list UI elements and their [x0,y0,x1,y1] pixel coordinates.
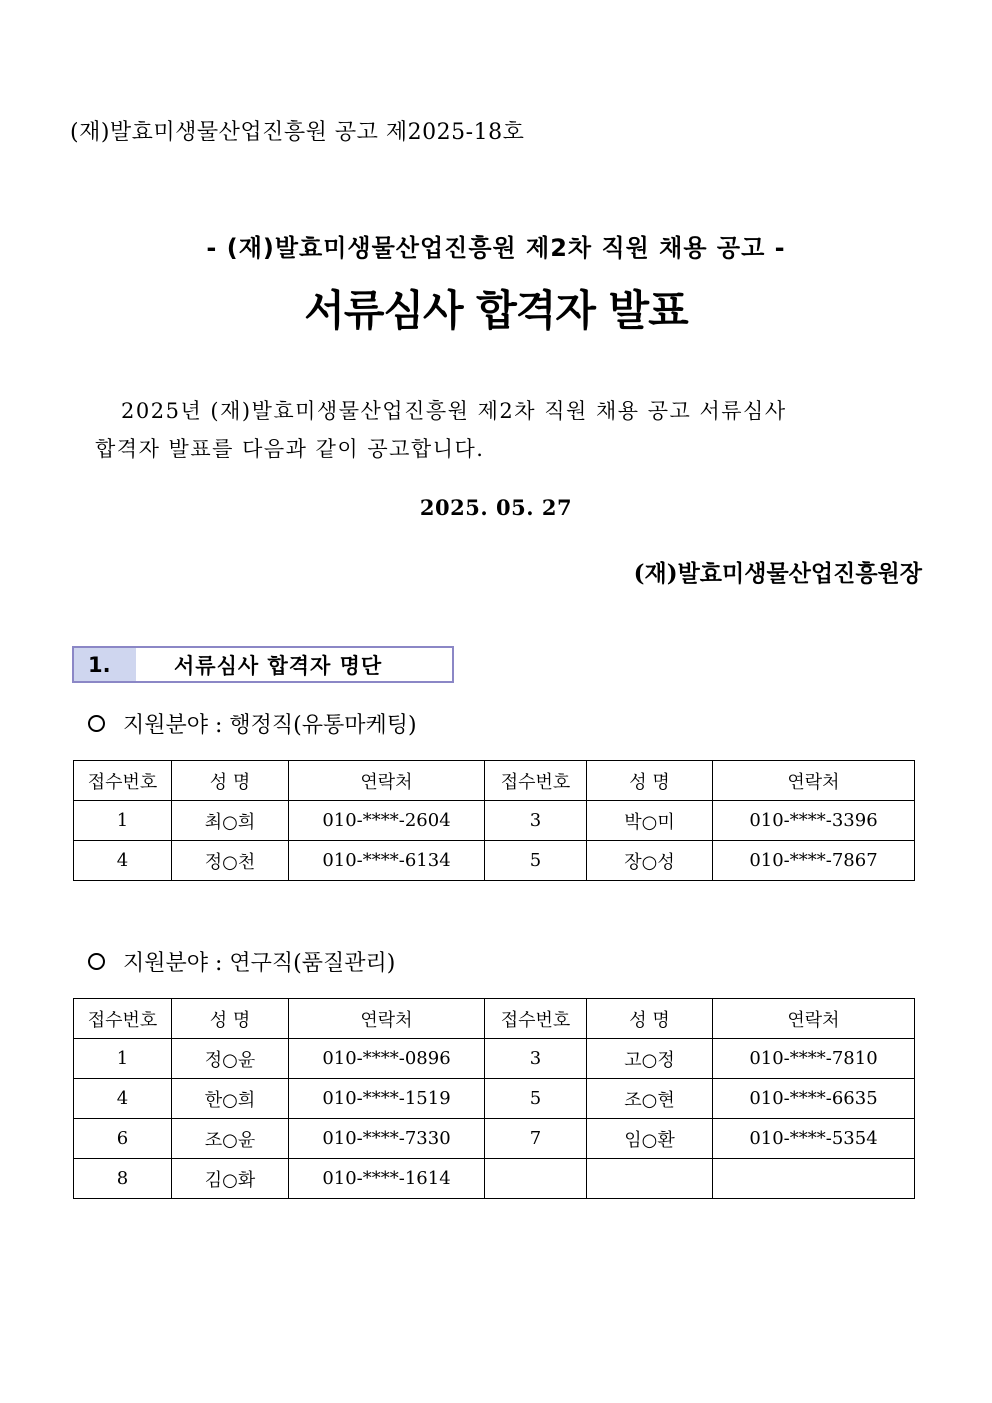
page-title: 서류심사 합격자 발표 [304,286,688,335]
table-cell: 정○천 [172,841,289,881]
table-cell: 010-****-7330 [289,1119,485,1159]
table-cell: 8 [74,1159,172,1199]
column-header: 연락처 [289,761,485,801]
table-cell: 010-****-6635 [713,1079,915,1119]
announcement-date: 2025. 05. 27 [419,495,573,520]
intro-paragraph [95,392,920,468]
group-label: 지원분야 : 행정직(유통마케팅) [123,713,417,738]
column-header: 접수번호 [485,761,587,801]
table-cell: 고○정 [587,1039,713,1079]
table-header-row [74,761,915,801]
table-row [74,1079,915,1119]
table-cell: 4 [74,841,172,881]
table-row [74,1119,915,1159]
table-header-row [74,999,915,1039]
table-row [74,1039,915,1079]
table-cell: 010-****-1614 [289,1159,485,1199]
section-label: 서류심사 합격자 명단 [174,653,383,678]
column-header: 성 명 [172,999,289,1039]
table-cell: 박○미 [587,801,713,841]
table-cell: 010-****-5354 [713,1119,915,1159]
column-header: 성 명 [587,999,713,1039]
table-cell: 010-****-1519 [289,1079,485,1119]
table-cell [485,1159,587,1199]
section-number: 1. [74,648,136,681]
column-header: 연락처 [289,999,485,1039]
column-header: 접수번호 [74,761,172,801]
circle-bullet-icon [88,715,105,732]
column-header: 성 명 [172,761,289,801]
table-cell: 1 [74,801,172,841]
table-cell: 010-****-6134 [289,841,485,881]
table-cell: 정○윤 [172,1039,289,1079]
intro-line-2: 합격자 발표를 다음과 같이 공고합니다. [95,437,485,461]
announcement-subtitle: - (재)발효미생물산업진흥원 제2차 직원 채용 공고 - [206,234,786,262]
table-cell: 7 [485,1119,587,1159]
table-cell: 3 [485,801,587,841]
issuer-name: (재)발효미생물산업진흥원장 [633,560,922,587]
column-header: 연락처 [713,999,915,1039]
column-header: 접수번호 [74,999,172,1039]
table-cell [713,1159,915,1199]
table-cell: 010-****-3396 [713,801,915,841]
table-cell: 010-****-7867 [713,841,915,881]
table-cell: 5 [485,841,587,881]
table-cell: 5 [485,1079,587,1119]
table-cell: 010-****-0896 [289,1039,485,1079]
table-cell: 3 [485,1039,587,1079]
table-row [74,841,915,881]
notice-number: (재)발효미생물산업진흥원 공고 제2025-18호 [70,120,525,145]
table-cell [587,1159,713,1199]
results-table-admin [73,760,915,881]
section-header [72,646,454,683]
table-cell: 6 [74,1119,172,1159]
table-cell: 1 [74,1039,172,1079]
group-heading-admin [88,708,417,739]
table-cell: 한○희 [172,1079,289,1119]
results-table-research [73,998,915,1199]
table-cell: 조○현 [587,1079,713,1119]
column-header: 연락처 [713,761,915,801]
table-cell: 010-****-2604 [289,801,485,841]
table-cell: 최○희 [172,801,289,841]
column-header: 성 명 [587,761,713,801]
table-row [74,801,915,841]
table-cell: 4 [74,1079,172,1119]
table-cell: 임○환 [587,1119,713,1159]
table-cell: 김○화 [172,1159,289,1199]
circle-bullet-icon [88,953,105,970]
table-cell: 조○윤 [172,1119,289,1159]
group-label: 지원분야 : 연구직(품질관리) [123,951,396,976]
column-header: 접수번호 [485,999,587,1039]
intro-line-1: 2025년 (재)발효미생물산업진흥원 제2차 직원 채용 공고 서류심사 [121,399,787,423]
table-row [74,1159,915,1199]
group-heading-research [88,946,395,977]
table-cell: 010-****-7810 [713,1039,915,1079]
table-cell: 장○성 [587,841,713,881]
